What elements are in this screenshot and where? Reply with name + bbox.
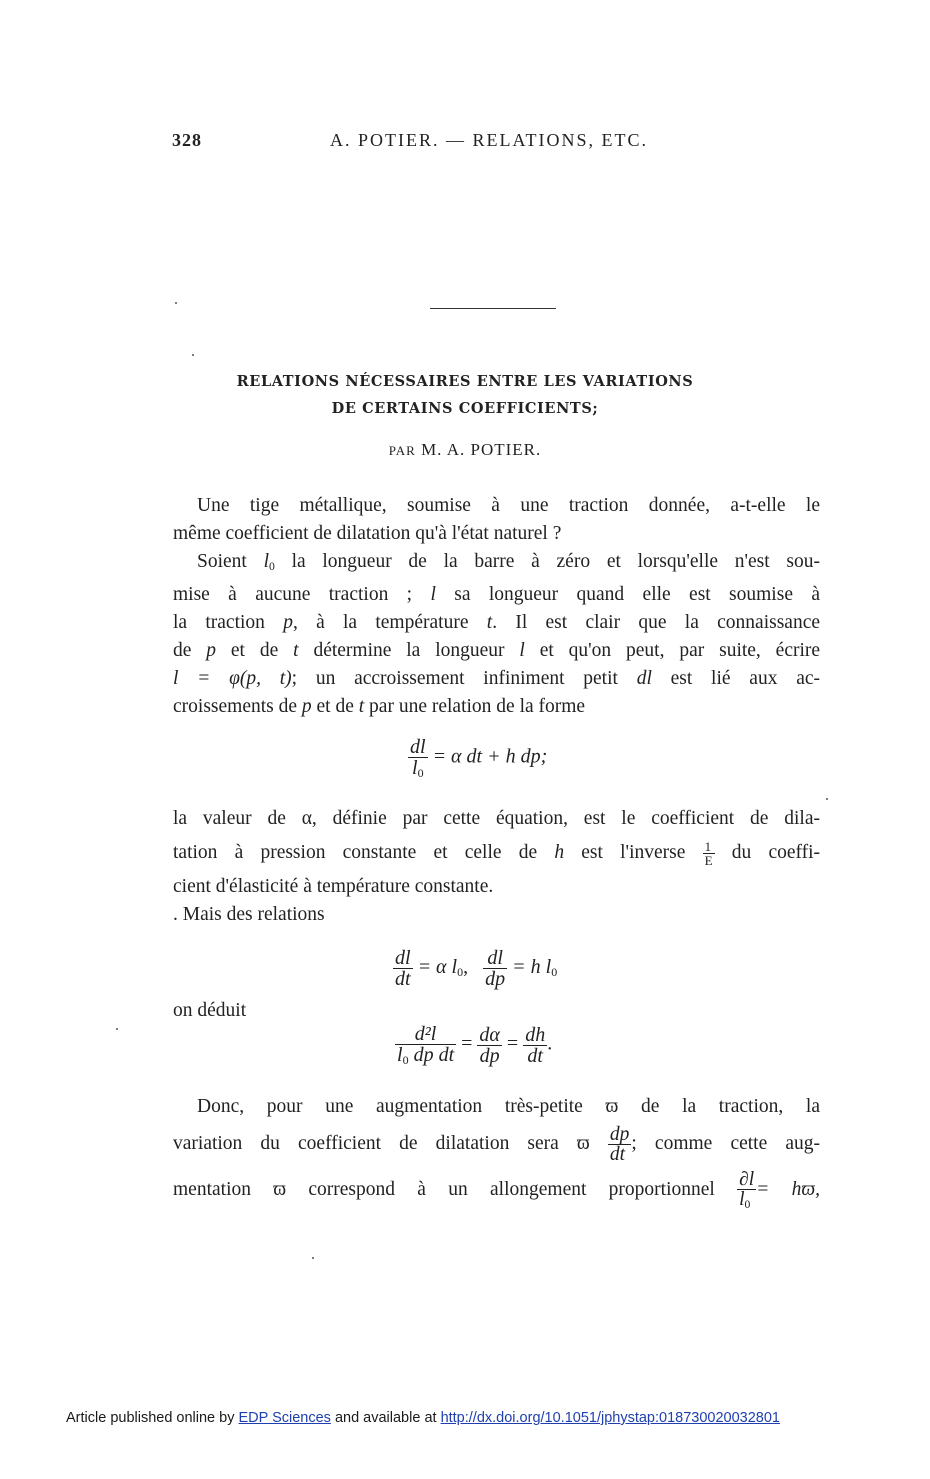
text-line: . Mais des relations xyxy=(173,904,325,925)
scan-speck xyxy=(312,1257,314,1259)
scan-speck xyxy=(116,1028,118,1030)
scan-speck xyxy=(192,354,194,356)
text-line: variation du coefficient de dilatation sera ϖ $\frac{dp}{dt}$ ; comme cette aug- xyxy=(173,1123,821,1166)
fraction: $\frac{dh}{dt}$ xyxy=(525,1023,546,1067)
equation-1: $\frac{dl}{l_0}$ = α dt + h dp; xyxy=(410,736,548,780)
text-line: Donc, pour une augmentation très-petite ϖ de la traction, la xyxy=(197,1096,820,1117)
article-title-line2: DE CERTAINS COEFFICIENTS; xyxy=(331,400,599,417)
text-line: de p et de t détermine la longueur l et qu'on peut, par suite, écrire xyxy=(173,640,821,661)
footer-prefix: Article published online by xyxy=(66,1410,235,1426)
scan-speck xyxy=(826,798,828,800)
byline-author: M. A. POTIER. xyxy=(421,440,542,459)
doi-link[interactable]: http://dx.doi.org/10.1051/jphystap:018730020032801 xyxy=(440,1410,780,1426)
scan-speck xyxy=(175,302,177,304)
paragraph-conclusion xyxy=(173,1093,820,1213)
text-line: Une tige métallique, soumise à une traction donnée, a-t-elle le xyxy=(197,495,820,516)
footer xyxy=(66,1410,780,1426)
fraction: $\frac{1}{E}$ xyxy=(704,839,713,869)
fraction: $\frac{dl}{dp}$ xyxy=(485,947,506,990)
text-line: on déduit xyxy=(173,1000,247,1021)
fraction: $\frac{d\alpha}{dp}$ xyxy=(479,1023,500,1067)
text-line: mise à aucune traction ; l sa longueur quand elle est soumise à xyxy=(173,584,820,605)
text-line: cient d'élasticité à température constante. xyxy=(173,876,494,897)
running-title: A. POTIER. — RELATIONS, ETC. xyxy=(330,130,648,150)
fraction: $\frac{dl}{l_0}$ xyxy=(410,736,426,780)
fraction: $\frac{\text{d²l}}{l_0 dp dt}$ xyxy=(397,1023,455,1067)
fraction: $\frac{\partial l}{l_0}$ xyxy=(739,1168,755,1212)
footer-middle: and available at xyxy=(334,1410,437,1426)
text-line: tation à pression constante et celle de h est l'inverse $\frac{1}{E}$ du coeffi- xyxy=(173,839,821,869)
byline-prefix: PAR xyxy=(388,443,416,458)
publisher-link[interactable]: EDP Sciences xyxy=(238,1410,331,1426)
divider-rule xyxy=(430,308,556,309)
text-line: mentation ϖ correspond à un allongement proportionnel $\frac{\partial l}{l_0}$ = hϖ, xyxy=(173,1168,821,1212)
fraction: $\frac{dp}{dt}$ xyxy=(609,1123,630,1166)
equation-2: $\frac{dl}{dt}$ = α $l_0$, $\frac{dl}{dp}$ = h $l_0$ xyxy=(395,947,558,990)
text-line: croissements de p et de t par une relation de la forme xyxy=(173,696,586,717)
page-number: 328 xyxy=(172,130,202,150)
equation-3: $\frac{\text{d²l}}{l_0 dp dt}$ = $\frac{d\alpha}{dp}$ = $\frac{dh}{dt}$ . xyxy=(397,1023,553,1067)
article-title-line1: RELATIONS NÉCESSAIRES ENTRE LES VARIATIONS xyxy=(236,373,694,390)
text-line: même coefficient de dilatation qu'à l'état naturel ? xyxy=(173,523,562,544)
text-line: Soient $l_0$ la longueur de la barre à zéro et lorsqu'elle n'est sou- xyxy=(197,551,820,573)
fraction: $\frac{dl}{dt}$ xyxy=(395,947,411,990)
byline xyxy=(0,440,930,460)
paragraph-intro xyxy=(173,492,820,721)
text-line: l = φ(p, t); un accroissement infiniment petit dl est lié aux ac- xyxy=(173,668,821,689)
text-line: la valeur de α, définie par cette équation, est le coefficient de dila- xyxy=(173,808,820,829)
paragraph-alpha xyxy=(173,805,820,929)
text-line: la traction p, à la température t. Il est clair que la connaissance xyxy=(173,612,821,633)
